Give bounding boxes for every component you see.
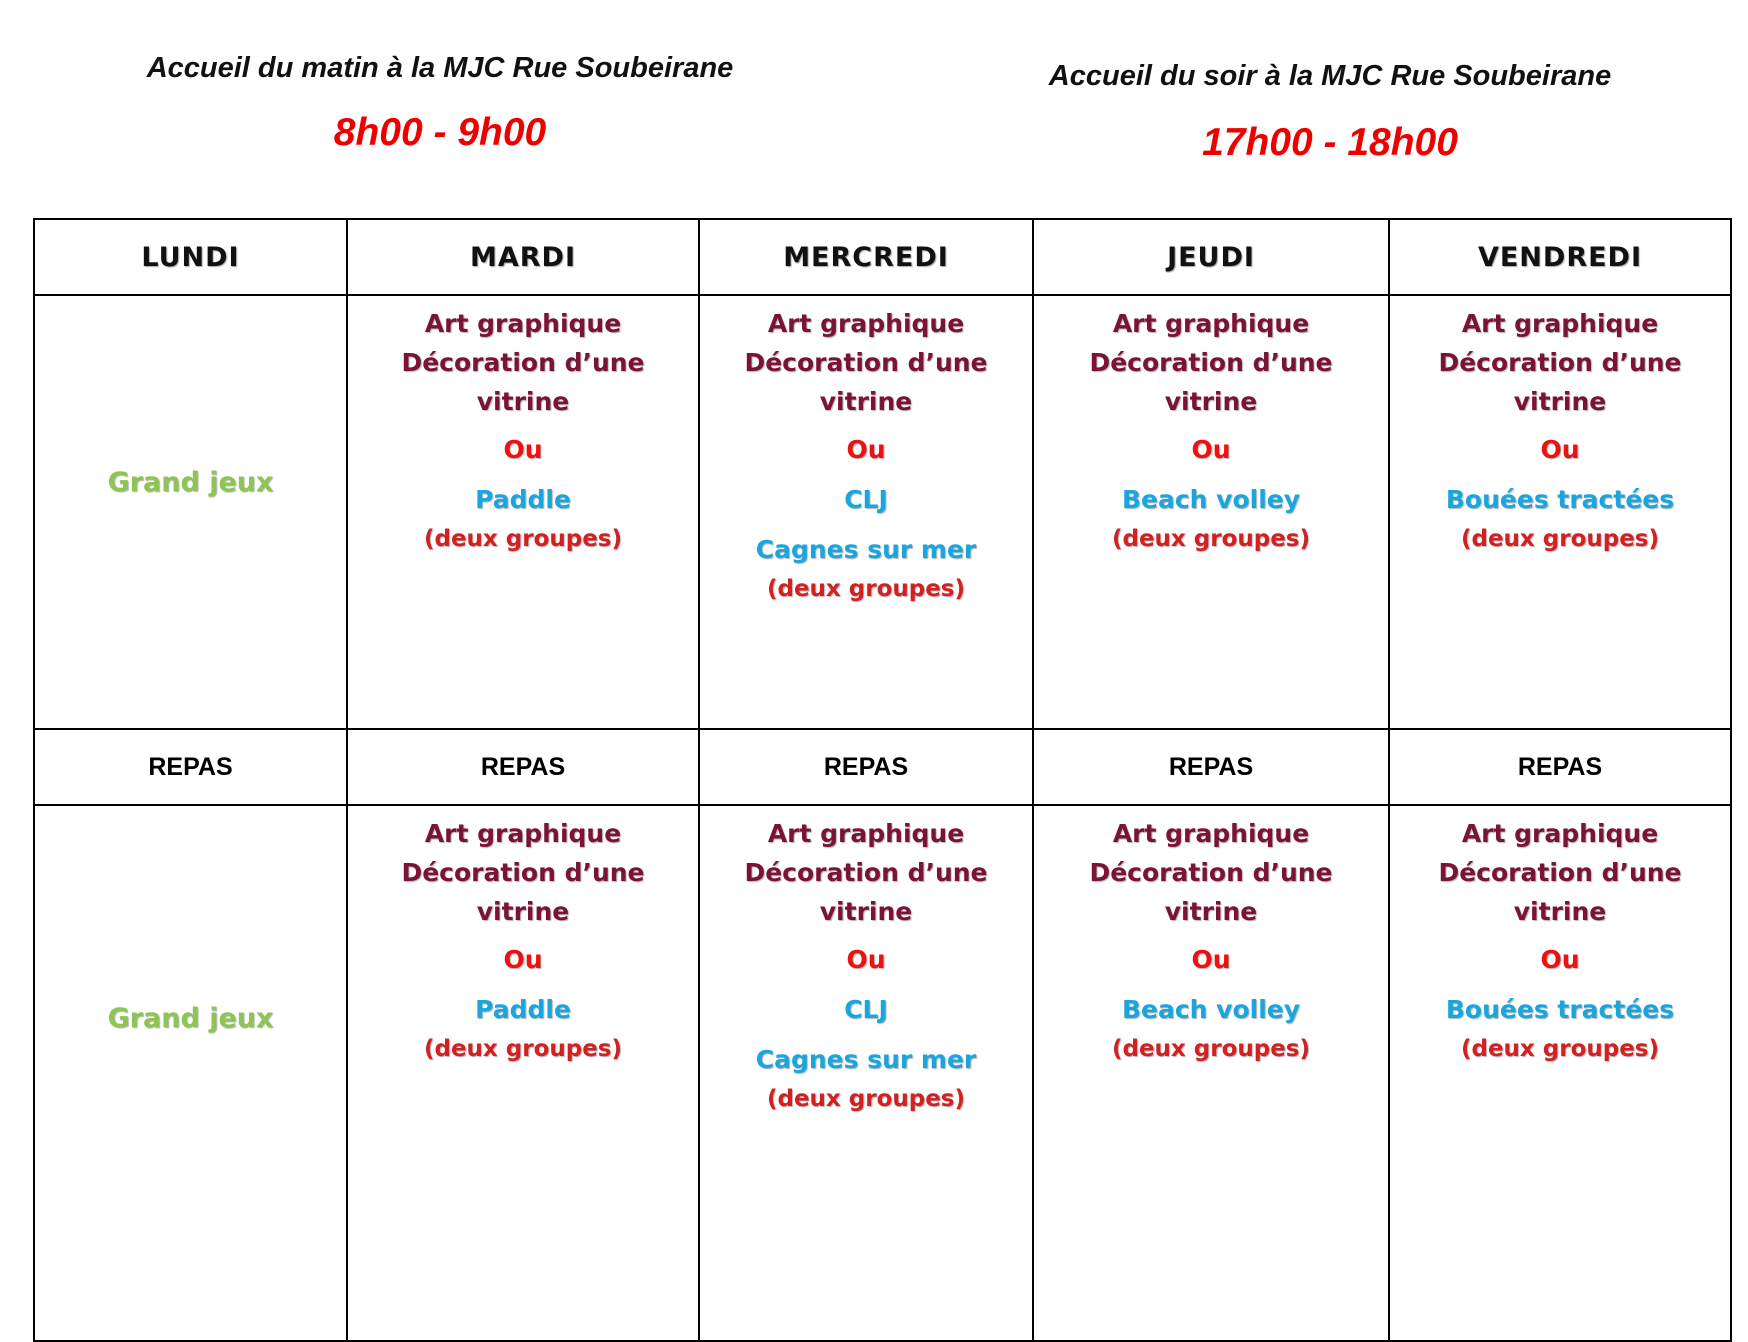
morning-header — [110, 52, 770, 155]
activity-art-line3: vitrine — [476, 387, 570, 416]
or-label: Ou — [503, 435, 543, 464]
activity-art-line3: vitrine — [1513, 897, 1607, 926]
meal-cell-vendredi: REPAS — [1389, 729, 1731, 805]
activity-grand-jeux: Grand jeux — [107, 466, 274, 498]
activity-grand-jeux: Grand jeux — [107, 1002, 274, 1034]
cell-mardi-pm — [347, 805, 699, 1341]
meal-cell-mardi: REPAS — [347, 729, 699, 805]
activity-art-line1: Art graphique — [1461, 819, 1659, 848]
meal-row — [34, 729, 1731, 805]
days-row — [34, 219, 1731, 295]
activity-art-line2: Décoration d’une — [401, 348, 645, 377]
day-header-mardi: MARDI — [347, 219, 699, 295]
activity-art-line2: Décoration d’une — [1089, 858, 1333, 887]
evening-time: 17h00 - 18h00 — [1202, 121, 1458, 164]
meal-cell-lundi: REPAS — [34, 729, 347, 805]
evening-header — [1010, 60, 1650, 165]
cell-mercredi-am — [699, 295, 1033, 729]
cell-mardi-am — [347, 295, 699, 729]
activity-clj: CLJ — [844, 485, 888, 514]
activity-art-line2: Décoration d’une — [1438, 348, 1682, 377]
cell-jeudi-pm — [1033, 805, 1389, 1341]
activity-art-line3: vitrine — [1164, 387, 1258, 416]
or-label: Ou — [1540, 435, 1580, 464]
activity-art-line1: Art graphique — [1112, 309, 1310, 338]
activity-art-line3: vitrine — [819, 387, 913, 416]
activity-art-line3: vitrine — [476, 897, 570, 926]
activity-art-line1: Art graphique — [1461, 309, 1659, 338]
activity-clj: CLJ — [844, 995, 888, 1024]
activity-cagnes-sur-mer: Cagnes sur mer — [755, 1045, 977, 1074]
activity-art-line2: Décoration d’une — [744, 858, 988, 887]
or-label: Ou — [846, 945, 886, 974]
activity-art-line3: vitrine — [1513, 387, 1607, 416]
groups-label: (deux groupes) — [423, 1036, 623, 1062]
cell-mercredi-pm — [699, 805, 1033, 1341]
activity-art-line3: vitrine — [819, 897, 913, 926]
activity-art-line1: Art graphique — [767, 309, 965, 338]
groups-label: (deux groupes) — [766, 576, 966, 602]
activity-art-line2: Décoration d’une — [1089, 348, 1333, 377]
cell-vendredi-am — [1389, 295, 1731, 729]
groups-label: (deux groupes) — [766, 1086, 966, 1112]
activity-beach-volley: Beach volley — [1121, 485, 1301, 514]
groups-label: (deux groupes) — [1460, 1036, 1660, 1062]
or-label: Ou — [846, 435, 886, 464]
activity-art-line1: Art graphique — [1112, 819, 1310, 848]
activity-art-line2: Décoration d’une — [744, 348, 988, 377]
weekly-schedule-table — [33, 218, 1732, 1342]
or-label: Ou — [1191, 945, 1231, 974]
cell-vendredi-pm — [1389, 805, 1731, 1341]
activity-bouees-tractees: Bouées tractées — [1445, 995, 1675, 1024]
groups-label: (deux groupes) — [1460, 526, 1660, 552]
day-header-jeudi: JEUDI — [1033, 219, 1389, 295]
or-label: Ou — [503, 945, 543, 974]
activity-art-line1: Art graphique — [424, 819, 622, 848]
day-header-mercredi: MERCREDI — [699, 219, 1033, 295]
morning-activities-row — [34, 295, 1731, 729]
activity-art-line2: Décoration d’une — [1438, 858, 1682, 887]
day-header-lundi: LUNDI — [34, 219, 347, 295]
meal-cell-jeudi: REPAS — [1033, 729, 1389, 805]
or-label: Ou — [1540, 945, 1580, 974]
activity-paddle: Paddle — [475, 995, 571, 1024]
afternoon-activities-row — [34, 805, 1731, 1341]
activity-cagnes-sur-mer: Cagnes sur mer — [755, 535, 977, 564]
activity-art-line2: Décoration d’une — [401, 858, 645, 887]
groups-label: (deux groupes) — [1111, 1036, 1311, 1062]
activity-art-line1: Art graphique — [767, 819, 965, 848]
activity-paddle: Paddle — [475, 485, 571, 514]
cell-jeudi-am — [1033, 295, 1389, 729]
groups-label: (deux groupes) — [1111, 526, 1311, 552]
activity-beach-volley: Beach volley — [1121, 995, 1301, 1024]
activity-art-line3: vitrine — [1164, 897, 1258, 926]
or-label: Ou — [1191, 435, 1231, 464]
activity-art-line1: Art graphique — [424, 309, 622, 338]
meal-cell-mercredi: REPAS — [699, 729, 1033, 805]
day-header-vendredi: VENDREDI — [1389, 219, 1731, 295]
activity-bouees-tractees: Bouées tractées — [1445, 485, 1675, 514]
cell-lundi-pm — [34, 805, 347, 1341]
cell-lundi-am — [34, 295, 347, 729]
morning-title: Accueil du matin à la MJC Rue Soubeirane — [146, 52, 734, 84]
evening-title: Accueil du soir à la MJC Rue Soubeirane — [1048, 60, 1612, 92]
morning-time: 8h00 - 9h00 — [333, 111, 547, 154]
groups-label: (deux groupes) — [423, 526, 623, 552]
